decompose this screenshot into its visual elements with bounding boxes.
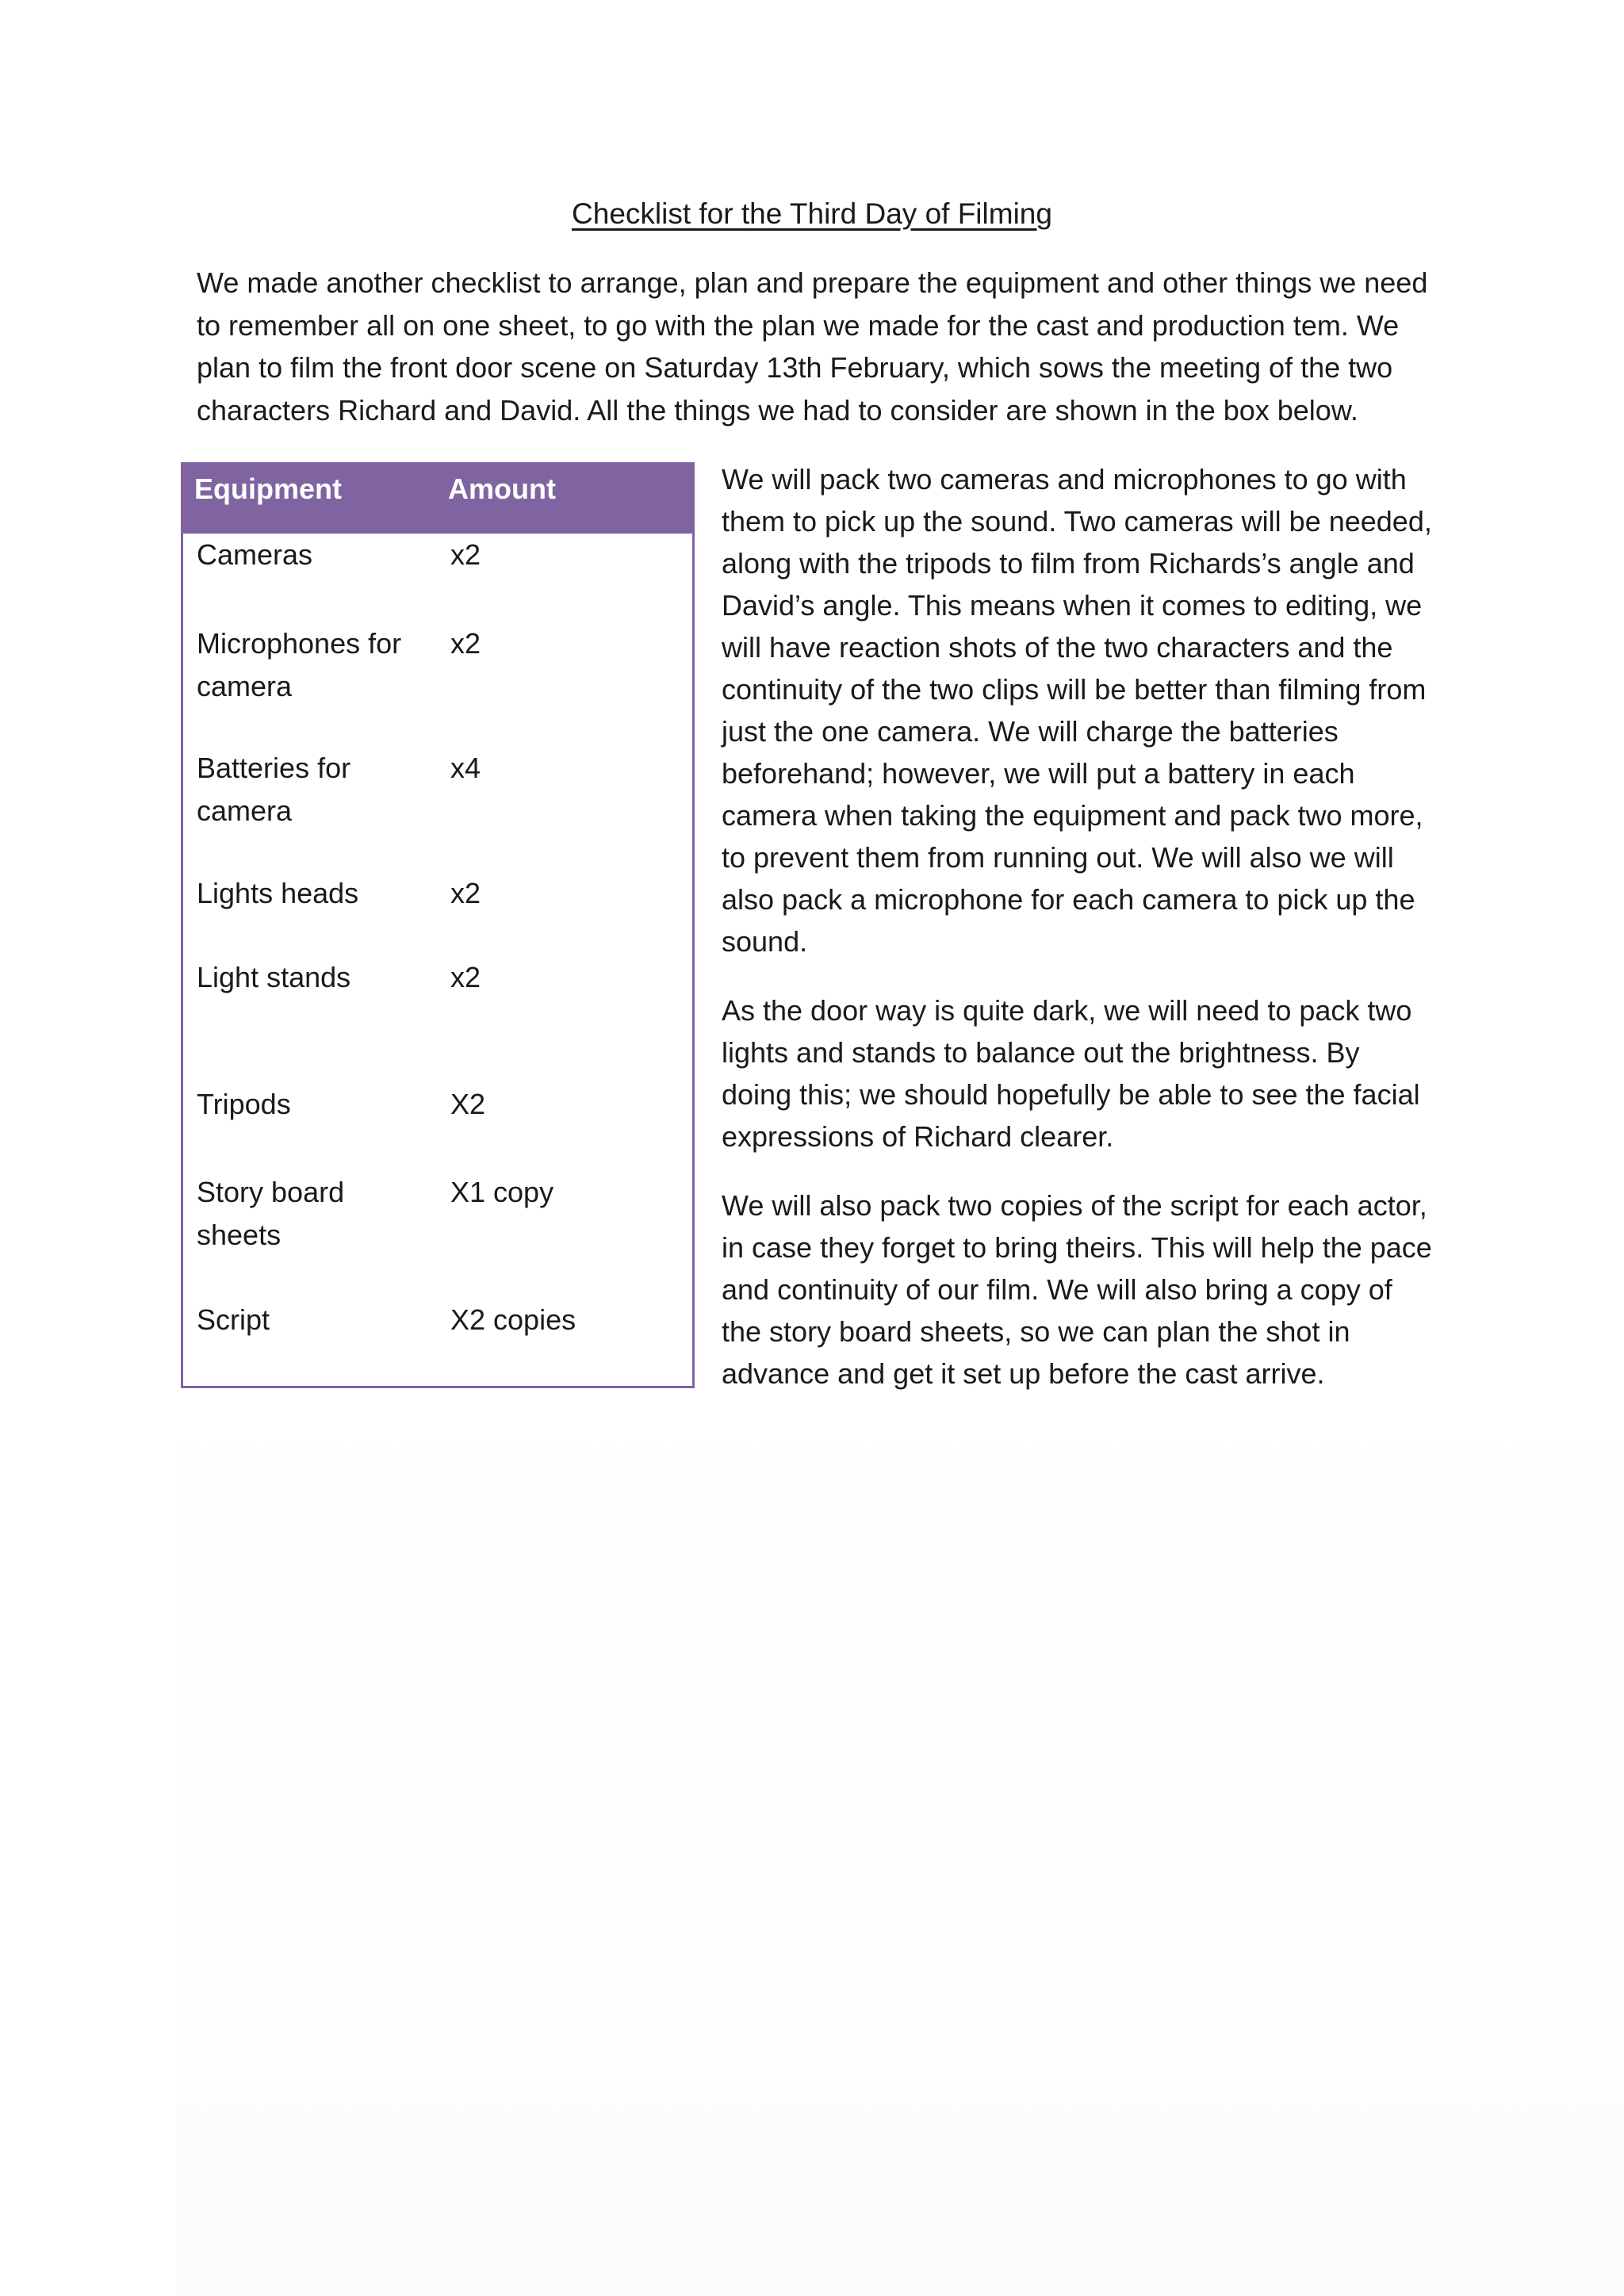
table-row-amount: X1 copy [450, 1176, 554, 1208]
table-row-item: Story board sheets [197, 1176, 345, 1251]
page-shade [176, 1348, 1624, 2296]
table-row-amount: X2 copies [450, 1303, 576, 1336]
table-row-item: Microphones for camera [197, 627, 402, 702]
table-row-amount: x2 [450, 877, 481, 909]
table-row-amount: x4 [450, 752, 481, 784]
table-row-amount: X2 [450, 1088, 486, 1120]
table-row-item: Cameras [197, 538, 313, 571]
table-row-item: Light stands [197, 961, 351, 993]
table-row-amount: x2 [450, 627, 481, 660]
table-row-item: Tripods [197, 1088, 291, 1120]
table-header [181, 462, 695, 534]
script-paragraph: We will also pack two copies of the script for each actor, in case they forget to bring theirs. This will help the pace and continuity of our film. We will also bring a copy of the story board sheets, so we can plan the shot in advance and get it set up before the cast arrive. [722, 1189, 1432, 1390]
lighting-paragraph: As the door way is quite dark, we will need to pack two lights and stands to balance out the brightness. By doing this; we should hopefully be able to see the facial expressions of Richard clearer. [722, 994, 1420, 1153]
table-row-item: Script [197, 1303, 270, 1336]
intro-paragraph: We made another checklist to arrange, plan and prepare the equipment and other things we need to remember all on one sheet, to go with the plan we made for the cast and production tem. We plan to film the front door scene on Saturday 13th February, which sows the meeting of the two characters Richard and David. All the things we had to consider are shown in the box below. [197, 266, 1428, 427]
table-row-amount: x2 [450, 961, 481, 993]
table-row-item: Batteries for camera [197, 752, 351, 827]
table-row-amount: x2 [450, 538, 481, 571]
header-equipment: Equipment [194, 473, 342, 505]
table-row-item: Lights heads [197, 877, 359, 909]
document-title: Checklist for the Third Day of Filming [572, 197, 1052, 230]
header-amount: Amount [448, 473, 556, 505]
equipment-paragraph: We will pack two cameras and microphones to go with them to pick up the sound. Two cameras will be needed, along with the tripods to film from Richards’s angle and David’s angle. This means when it comes to editing, we will have reaction shots of the two characters and the continuity of the two clips will be better than filming from just the one camera. We will charge the batteries beforehand; however, we will put a battery in each camera when taking the equipment and pack two more, to prevent them from running out. We will also we will also pack a microphone for each camera to pick up the sound. [722, 463, 1432, 958]
equipment-table [181, 462, 695, 1388]
description-column [722, 458, 1435, 1422]
